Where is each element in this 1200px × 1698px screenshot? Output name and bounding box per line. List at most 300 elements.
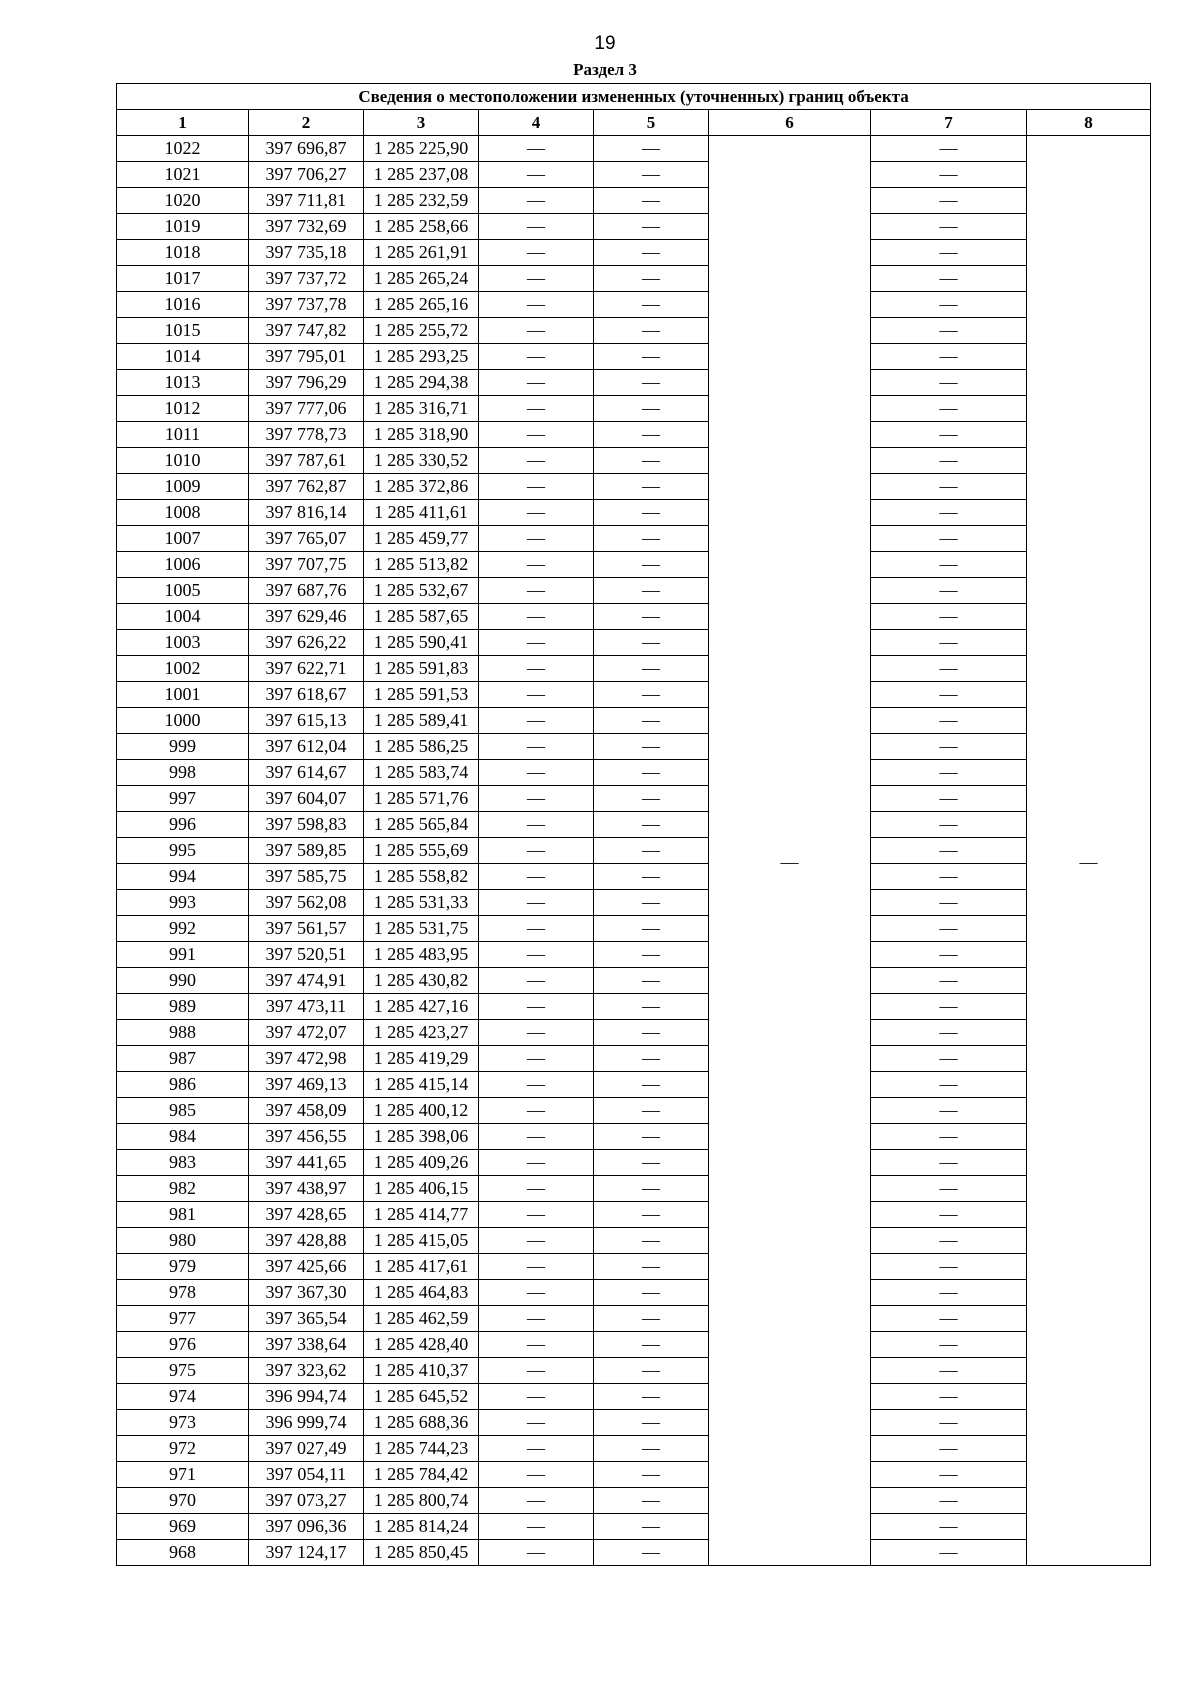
column-7-dash-cell: — [871,812,1027,838]
column-7-dash-cell: — [871,500,1027,526]
column-5-dash-cell: — [594,1540,709,1566]
point-number-cell: 985 [117,1098,249,1124]
y-coordinate-cell: 1 285 430,82 [364,968,479,994]
x-coordinate-cell: 397 589,85 [249,838,364,864]
point-number-cell: 1017 [117,266,249,292]
point-number-cell: 1016 [117,292,249,318]
point-number-cell: 979 [117,1254,249,1280]
y-coordinate-cell: 1 285 261,91 [364,240,479,266]
y-coordinate-cell: 1 285 814,24 [364,1514,479,1540]
column-5-dash-cell: — [594,1046,709,1072]
y-coordinate-cell: 1 285 330,52 [364,448,479,474]
column-5-dash-cell: — [594,1202,709,1228]
x-coordinate-cell: 397 707,75 [249,552,364,578]
column-4-dash-cell: — [479,1358,594,1384]
column-4-dash-cell: — [479,682,594,708]
x-coordinate-cell: 397 474,91 [249,968,364,994]
table-row [117,1332,1151,1358]
column-7-dash-cell: — [871,448,1027,474]
column-number: 8 [1027,110,1151,136]
y-coordinate-cell: 1 285 645,52 [364,1384,479,1410]
column-4-dash-cell: — [479,890,594,916]
column-5-dash-cell: — [594,1436,709,1462]
column-5-dash-cell: — [594,474,709,500]
column-number: 1 [117,110,249,136]
column-7-dash-cell: — [871,1124,1027,1150]
x-coordinate-cell: 397 323,62 [249,1358,364,1384]
column-4-dash-cell: — [479,344,594,370]
point-number-cell: 975 [117,1358,249,1384]
x-coordinate-cell: 397 737,78 [249,292,364,318]
table-row [117,1228,1151,1254]
point-number-cell: 1005 [117,578,249,604]
y-coordinate-cell: 1 285 265,16 [364,292,479,318]
x-coordinate-cell: 397 787,61 [249,448,364,474]
x-coordinate-cell: 397 626,22 [249,630,364,656]
column-4-dash-cell: — [479,578,594,604]
y-coordinate-cell: 1 285 265,24 [364,266,479,292]
column-4-dash-cell: — [479,318,594,344]
column-6-merged-dash-cell: — [709,136,871,1566]
table-row [117,994,1151,1020]
x-coordinate-cell: 397 816,14 [249,500,364,526]
column-7-dash-cell: — [871,786,1027,812]
column-4-dash-cell: — [479,1462,594,1488]
column-4-dash-cell: — [479,1150,594,1176]
x-coordinate-cell: 397 762,87 [249,474,364,500]
table-row [117,942,1151,968]
column-5-dash-cell: — [594,1280,709,1306]
column-4-dash-cell: — [479,708,594,734]
column-4-dash-cell: — [479,370,594,396]
y-coordinate-cell: 1 285 406,15 [364,1176,479,1202]
point-number-cell: 971 [117,1462,249,1488]
column-7-dash-cell: — [871,1306,1027,1332]
y-coordinate-cell: 1 285 784,42 [364,1462,479,1488]
point-number-cell: 1019 [117,214,249,240]
column-7-dash-cell: — [871,370,1027,396]
column-5-dash-cell: — [594,396,709,422]
column-5-dash-cell: — [594,786,709,812]
y-coordinate-cell: 1 285 590,41 [364,630,479,656]
column-4-dash-cell: — [479,552,594,578]
y-coordinate-cell: 1 285 744,23 [364,1436,479,1462]
column-7-dash-cell: — [871,682,1027,708]
point-number-cell: 1022 [117,136,249,162]
x-coordinate-cell: 397 073,27 [249,1488,364,1514]
column-4-dash-cell: — [479,864,594,890]
column-7-dash-cell: — [871,526,1027,552]
x-coordinate-cell: 397 472,07 [249,1020,364,1046]
point-number-cell: 981 [117,1202,249,1228]
y-coordinate-cell: 1 285 589,41 [364,708,479,734]
point-number-cell: 989 [117,994,249,1020]
x-coordinate-cell: 397 615,13 [249,708,364,734]
column-7-dash-cell: — [871,708,1027,734]
column-5-dash-cell: — [594,760,709,786]
table-row [117,890,1151,916]
table-row [117,370,1151,396]
column-5-dash-cell: — [594,1358,709,1384]
table-row [117,526,1151,552]
column-5-dash-cell: — [594,448,709,474]
column-7-dash-cell: — [871,1228,1027,1254]
table-body [117,136,1151,1566]
y-coordinate-cell: 1 285 237,08 [364,162,479,188]
column-number: 6 [709,110,871,136]
point-number-cell: 999 [117,734,249,760]
point-number-cell: 995 [117,838,249,864]
point-number-cell: 1021 [117,162,249,188]
column-5-dash-cell: — [594,526,709,552]
column-7-dash-cell: — [871,630,1027,656]
y-coordinate-cell: 1 285 255,72 [364,318,479,344]
column-4-dash-cell: — [479,1020,594,1046]
column-4-dash-cell: — [479,968,594,994]
y-coordinate-cell: 1 285 555,69 [364,838,479,864]
point-number-cell: 1001 [117,682,249,708]
column-7-dash-cell: — [871,1202,1027,1228]
y-coordinate-cell: 1 285 225,90 [364,136,479,162]
column-5-dash-cell: — [594,916,709,942]
y-coordinate-cell: 1 285 410,37 [364,1358,479,1384]
column-7-dash-cell: — [871,552,1027,578]
table-row [117,344,1151,370]
table-row [117,1254,1151,1280]
x-coordinate-cell: 397 711,81 [249,188,364,214]
column-4-dash-cell: — [479,838,594,864]
table-row [117,968,1151,994]
column-5-dash-cell: — [594,1150,709,1176]
x-coordinate-cell: 397 562,08 [249,890,364,916]
y-coordinate-cell: 1 285 565,84 [364,812,479,838]
column-7-dash-cell: — [871,1384,1027,1410]
x-coordinate-cell: 397 473,11 [249,994,364,1020]
column-4-dash-cell: — [479,214,594,240]
column-5-dash-cell: — [594,942,709,968]
column-4-dash-cell: — [479,916,594,942]
y-coordinate-cell: 1 285 398,06 [364,1124,479,1150]
point-number-cell: 1010 [117,448,249,474]
x-coordinate-cell: 397 765,07 [249,526,364,552]
x-coordinate-cell: 397 428,88 [249,1228,364,1254]
point-number-cell: 969 [117,1514,249,1540]
table-row [117,162,1151,188]
x-coordinate-cell: 397 425,66 [249,1254,364,1280]
column-5-dash-cell: — [594,1020,709,1046]
y-coordinate-cell: 1 285 800,74 [364,1488,479,1514]
boundary-coordinates-table [116,83,1151,1566]
x-coordinate-cell: 397 367,30 [249,1280,364,1306]
x-coordinate-cell: 397 618,67 [249,682,364,708]
table-row [117,734,1151,760]
column-7-dash-cell: — [871,1332,1027,1358]
x-coordinate-cell: 397 561,57 [249,916,364,942]
column-5-dash-cell: — [594,1514,709,1540]
column-5-dash-cell: — [594,994,709,1020]
column-4-dash-cell: — [479,1540,594,1566]
column-7-dash-cell: — [871,266,1027,292]
table-row [117,1124,1151,1150]
column-5-dash-cell: — [594,1306,709,1332]
point-number-cell: 978 [117,1280,249,1306]
table-row [117,552,1151,578]
column-7-dash-cell: — [871,1046,1027,1072]
x-coordinate-cell: 397 585,75 [249,864,364,890]
point-number-cell: 976 [117,1332,249,1358]
y-coordinate-cell: 1 285 294,38 [364,370,479,396]
y-coordinate-cell: 1 285 415,05 [364,1228,479,1254]
column-5-dash-cell: — [594,552,709,578]
column-4-dash-cell: — [479,136,594,162]
point-number-cell: 993 [117,890,249,916]
x-coordinate-cell: 397 604,07 [249,786,364,812]
y-coordinate-cell: 1 285 591,53 [364,682,479,708]
point-number-cell: 987 [117,1046,249,1072]
page-number: 19 [594,33,616,54]
column-5-dash-cell: — [594,1072,709,1098]
column-4-dash-cell: — [479,1202,594,1228]
column-7-dash-cell: — [871,1176,1027,1202]
x-coordinate-cell: 397 732,69 [249,214,364,240]
x-coordinate-cell: 397 428,65 [249,1202,364,1228]
column-4-dash-cell: — [479,1046,594,1072]
table-row [117,1280,1151,1306]
column-7-dash-cell: — [871,240,1027,266]
column-8-merged-dash-cell: — [1027,136,1151,1566]
column-7-dash-cell: — [871,578,1027,604]
column-7-dash-cell: — [871,1098,1027,1124]
column-4-dash-cell: — [479,1176,594,1202]
table-row [117,1384,1151,1410]
y-coordinate-cell: 1 285 688,36 [364,1410,479,1436]
column-5-dash-cell: — [594,318,709,344]
column-5-dash-cell: — [594,1488,709,1514]
y-coordinate-cell: 1 285 462,59 [364,1306,479,1332]
column-5-dash-cell: — [594,1410,709,1436]
column-5-dash-cell: — [594,1384,709,1410]
table-row [117,1150,1151,1176]
column-4-dash-cell: — [479,1410,594,1436]
table-row [117,1202,1151,1228]
table-row [117,1020,1151,1046]
y-coordinate-cell: 1 285 318,90 [364,422,479,448]
column-7-dash-cell: — [871,1488,1027,1514]
point-number-cell: 983 [117,1150,249,1176]
y-coordinate-cell: 1 285 558,82 [364,864,479,890]
table-row [117,1514,1151,1540]
table-row [117,1410,1151,1436]
table-row [117,864,1151,890]
column-5-dash-cell: — [594,838,709,864]
x-coordinate-cell: 397 612,04 [249,734,364,760]
column-7-dash-cell: — [871,214,1027,240]
table-row [117,1306,1151,1332]
column-number: 5 [594,110,709,136]
x-coordinate-cell: 397 338,64 [249,1332,364,1358]
column-7-dash-cell: — [871,1514,1027,1540]
point-number-cell: 990 [117,968,249,994]
column-5-dash-cell: — [594,1124,709,1150]
column-4-dash-cell: — [479,474,594,500]
column-5-dash-cell: — [594,630,709,656]
y-coordinate-cell: 1 285 419,29 [364,1046,479,1072]
column-4-dash-cell: — [479,188,594,214]
column-4-dash-cell: — [479,734,594,760]
column-4-dash-cell: — [479,1332,594,1358]
column-5-dash-cell: — [594,266,709,292]
column-4-dash-cell: — [479,292,594,318]
y-coordinate-cell: 1 285 258,66 [364,214,479,240]
table-row [117,1540,1151,1566]
column-number: 4 [479,110,594,136]
column-7-dash-cell: — [871,422,1027,448]
column-5-dash-cell: — [594,214,709,240]
column-5-dash-cell: — [594,1098,709,1124]
table-row [117,188,1151,214]
y-coordinate-cell: 1 285 531,33 [364,890,479,916]
table-caption-row [117,84,1151,110]
point-number-cell: 1004 [117,604,249,630]
column-4-dash-cell: — [479,942,594,968]
column-4-dash-cell: — [479,240,594,266]
table-row [117,474,1151,500]
column-7-dash-cell: — [871,344,1027,370]
column-7-dash-cell: — [871,838,1027,864]
column-7-dash-cell: — [871,188,1027,214]
point-number-cell: 977 [117,1306,249,1332]
column-5-dash-cell: — [594,292,709,318]
column-number-row [117,110,1151,136]
table-row [117,656,1151,682]
x-coordinate-cell: 397 124,17 [249,1540,364,1566]
column-7-dash-cell: — [871,994,1027,1020]
column-7-dash-cell: — [871,162,1027,188]
x-coordinate-cell: 397 737,72 [249,266,364,292]
column-7-dash-cell: — [871,968,1027,994]
x-coordinate-cell: 397 469,13 [249,1072,364,1098]
column-5-dash-cell: — [594,240,709,266]
x-coordinate-cell: 397 795,01 [249,344,364,370]
x-coordinate-cell: 397 778,73 [249,422,364,448]
column-4-dash-cell: — [479,526,594,552]
point-number-cell: 1000 [117,708,249,734]
table-row [117,1358,1151,1384]
point-number-cell: 991 [117,942,249,968]
column-7-dash-cell: — [871,1020,1027,1046]
y-coordinate-cell: 1 285 850,45 [364,1540,479,1566]
column-7-dash-cell: — [871,1072,1027,1098]
point-number-cell: 1008 [117,500,249,526]
x-coordinate-cell: 397 027,49 [249,1436,364,1462]
x-coordinate-cell: 397 520,51 [249,942,364,968]
x-coordinate-cell: 397 735,18 [249,240,364,266]
table-row [117,1072,1151,1098]
y-coordinate-cell: 1 285 428,40 [364,1332,479,1358]
point-number-cell: 1003 [117,630,249,656]
x-coordinate-cell: 397 706,27 [249,162,364,188]
column-7-dash-cell: — [871,890,1027,916]
column-4-dash-cell: — [479,1436,594,1462]
y-coordinate-cell: 1 285 513,82 [364,552,479,578]
y-coordinate-cell: 1 285 411,61 [364,500,479,526]
point-number-cell: 988 [117,1020,249,1046]
column-5-dash-cell: — [594,344,709,370]
column-4-dash-cell: — [479,656,594,682]
x-coordinate-cell: 397 629,46 [249,604,364,630]
point-number-cell: 1013 [117,370,249,396]
y-coordinate-cell: 1 285 483,95 [364,942,479,968]
point-number-cell: 997 [117,786,249,812]
y-coordinate-cell: 1 285 591,83 [364,656,479,682]
x-coordinate-cell: 397 614,67 [249,760,364,786]
table-row [117,448,1151,474]
point-number-cell: 996 [117,812,249,838]
x-coordinate-cell: 397 054,11 [249,1462,364,1488]
column-number: 7 [871,110,1027,136]
column-4-dash-cell: — [479,396,594,422]
column-7-dash-cell: — [871,1358,1027,1384]
y-coordinate-cell: 1 285 316,71 [364,396,479,422]
column-4-dash-cell: — [479,1514,594,1540]
point-number-cell: 1015 [117,318,249,344]
y-coordinate-cell: 1 285 372,86 [364,474,479,500]
column-number: 2 [249,110,364,136]
table-row [117,1488,1151,1514]
point-number-cell: 980 [117,1228,249,1254]
column-7-dash-cell: — [871,916,1027,942]
column-5-dash-cell: — [594,1254,709,1280]
table-row [117,604,1151,630]
point-number-cell: 1006 [117,552,249,578]
column-4-dash-cell: — [479,266,594,292]
column-4-dash-cell: — [479,1306,594,1332]
table-row [117,318,1151,344]
point-number-cell: 1018 [117,240,249,266]
table-row [117,136,1151,162]
x-coordinate-cell: 397 687,76 [249,578,364,604]
point-number-cell: 968 [117,1540,249,1566]
column-5-dash-cell: — [594,968,709,994]
point-number-cell: 1020 [117,188,249,214]
table-row [117,682,1151,708]
y-coordinate-cell: 1 285 583,74 [364,760,479,786]
x-coordinate-cell: 397 777,06 [249,396,364,422]
point-number-cell: 1012 [117,396,249,422]
column-5-dash-cell: — [594,656,709,682]
column-4-dash-cell: — [479,422,594,448]
table-row [117,396,1151,422]
y-coordinate-cell: 1 285 427,16 [364,994,479,1020]
point-number-cell: 998 [117,760,249,786]
x-coordinate-cell: 396 999,74 [249,1410,364,1436]
x-coordinate-cell: 397 622,71 [249,656,364,682]
column-7-dash-cell: — [871,1150,1027,1176]
x-coordinate-cell: 397 472,98 [249,1046,364,1072]
table-row [117,812,1151,838]
column-5-dash-cell: — [594,864,709,890]
column-4-dash-cell: — [479,1124,594,1150]
table-row [117,1098,1151,1124]
column-4-dash-cell: — [479,994,594,1020]
column-4-dash-cell: — [479,1384,594,1410]
column-5-dash-cell: — [594,812,709,838]
column-5-dash-cell: — [594,422,709,448]
table-row [117,1046,1151,1072]
column-7-dash-cell: — [871,292,1027,318]
column-7-dash-cell: — [871,1436,1027,1462]
column-4-dash-cell: — [479,500,594,526]
